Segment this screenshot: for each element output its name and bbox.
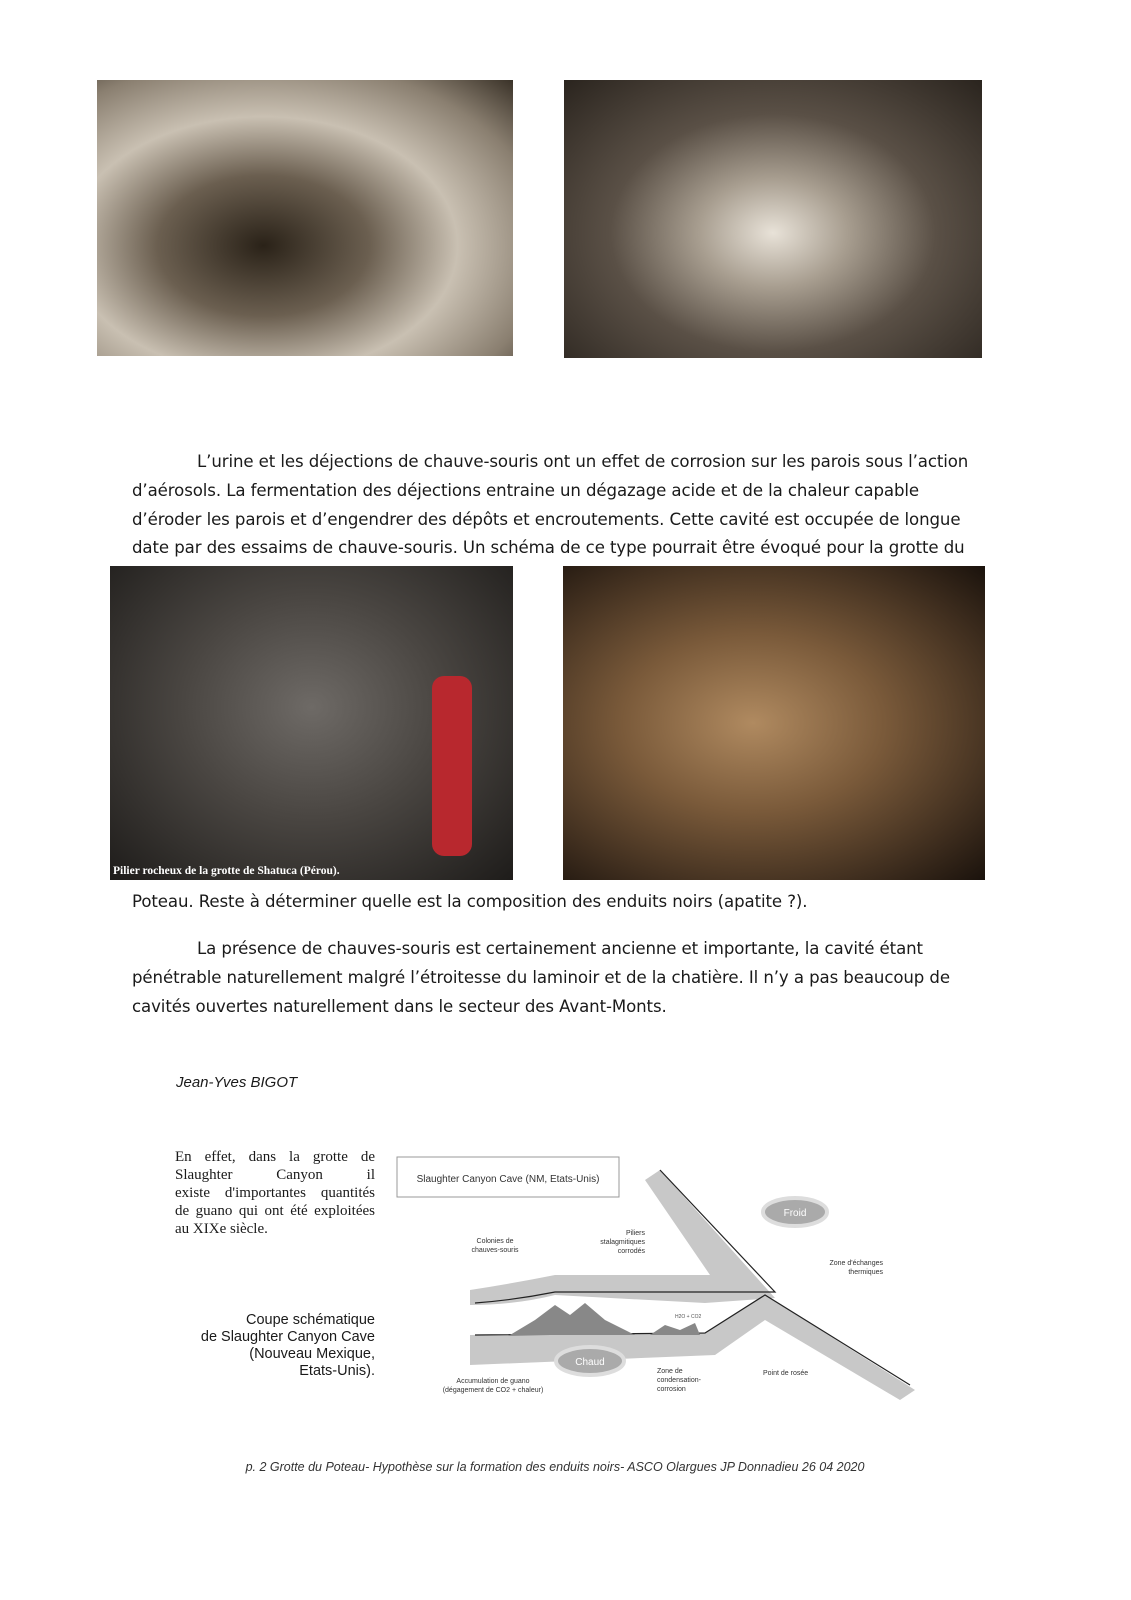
cave-photo-2	[564, 80, 982, 358]
side-text-line: Slaughter Canyon il	[175, 1167, 375, 1183]
colonies-label: Colonies de chauves-souris	[471, 1238, 519, 1254]
paragraph-line: L’urine et les déjections de chauve-souris ont un effet de corrosion sur les parois sous l’action	[197, 452, 969, 471]
paragraph-line: Poteau. Reste à déterminer quelle est la composition des enduits noirs (apatite ?).	[132, 892, 808, 911]
figure-author: Jean-Yves BIGOT	[176, 1074, 298, 1091]
guano-heaps	[510, 1303, 700, 1335]
zone-echanges-label: Zone d'échanges thermiques	[829, 1260, 883, 1276]
cave-photo-4	[563, 566, 985, 880]
paragraph-line: La présence de chauves-souris est certainement ancienne et importante, la cavité étant	[197, 939, 923, 958]
side-text-line: En effet, dans la grotte de	[175, 1149, 375, 1165]
point-rosee-label: Point de rosée	[763, 1370, 809, 1377]
paragraph-line: date par des essaims de chauve-souris. Un schéma de ce type pourrait être évoqué pour la grotte du	[132, 538, 965, 557]
photo-caption: Pilier rocheux de la grotte de Shatuca (Pérou).	[113, 865, 340, 877]
paragraph-line: pénétrable naturellement malgré l’étroitesse du laminoir et de la chatière. Il n’y a pas beaucoup de	[132, 968, 950, 987]
floor-rock	[470, 1295, 915, 1400]
paragraph-line: cavités ouvertes naturellement dans le secteur des Avant-Monts.	[132, 997, 667, 1016]
froid-label: Froid	[783, 1208, 807, 1219]
side-text-line: au XIXe siècle.	[175, 1221, 268, 1237]
page-footer: p. 2 Grotte du Poteau- Hypothèse sur la formation des enduits noirs- ASCO Olargues JP Donnadieu 26 04 2020	[245, 1460, 865, 1474]
piliers-label: Piliers stalagmitiques corrodés	[600, 1230, 645, 1255]
caption-line: de Slaughter Canyon Cave	[200, 1329, 375, 1345]
gas-label: H2O + CO2	[675, 1314, 702, 1320]
caver-figure	[432, 676, 472, 856]
figure-caption	[201, 1312, 375, 1380]
chaud-label: Chaud	[575, 1357, 605, 1368]
cave-cross-section-diagram	[395, 1155, 915, 1405]
zone-condensation-label: Zone de condensation-corrosion	[657, 1368, 701, 1393]
caption-line: (Nouveau Mexique,	[249, 1346, 375, 1362]
paragraph-line: d’éroder les parois et d’engendrer des dépôts et encroutements. Cette cavité est occupée de longue	[132, 510, 961, 529]
cave-photo-shatuca	[110, 566, 513, 880]
cave-photo-1	[97, 80, 513, 356]
side-text-line: de guano qui ont été exploitées	[175, 1203, 375, 1219]
caption-line: Etats-Unis).	[299, 1363, 375, 1379]
caption-line: Coupe schématique	[246, 1312, 375, 1328]
accumulation-label: Accumulation de guano (dégagement de CO2 + chaleur)	[442, 1378, 544, 1394]
side-text-line: existe d'importantes quantités	[175, 1185, 375, 1201]
figure-side-text	[175, 1148, 375, 1238]
paragraph-line: d’aérosols. La fermentation des déjections entraine un dégazage acide et de la chaleur capable	[132, 481, 919, 500]
diagram-title: Slaughter Canyon Cave (NM, Etats-Unis)	[416, 1174, 600, 1185]
